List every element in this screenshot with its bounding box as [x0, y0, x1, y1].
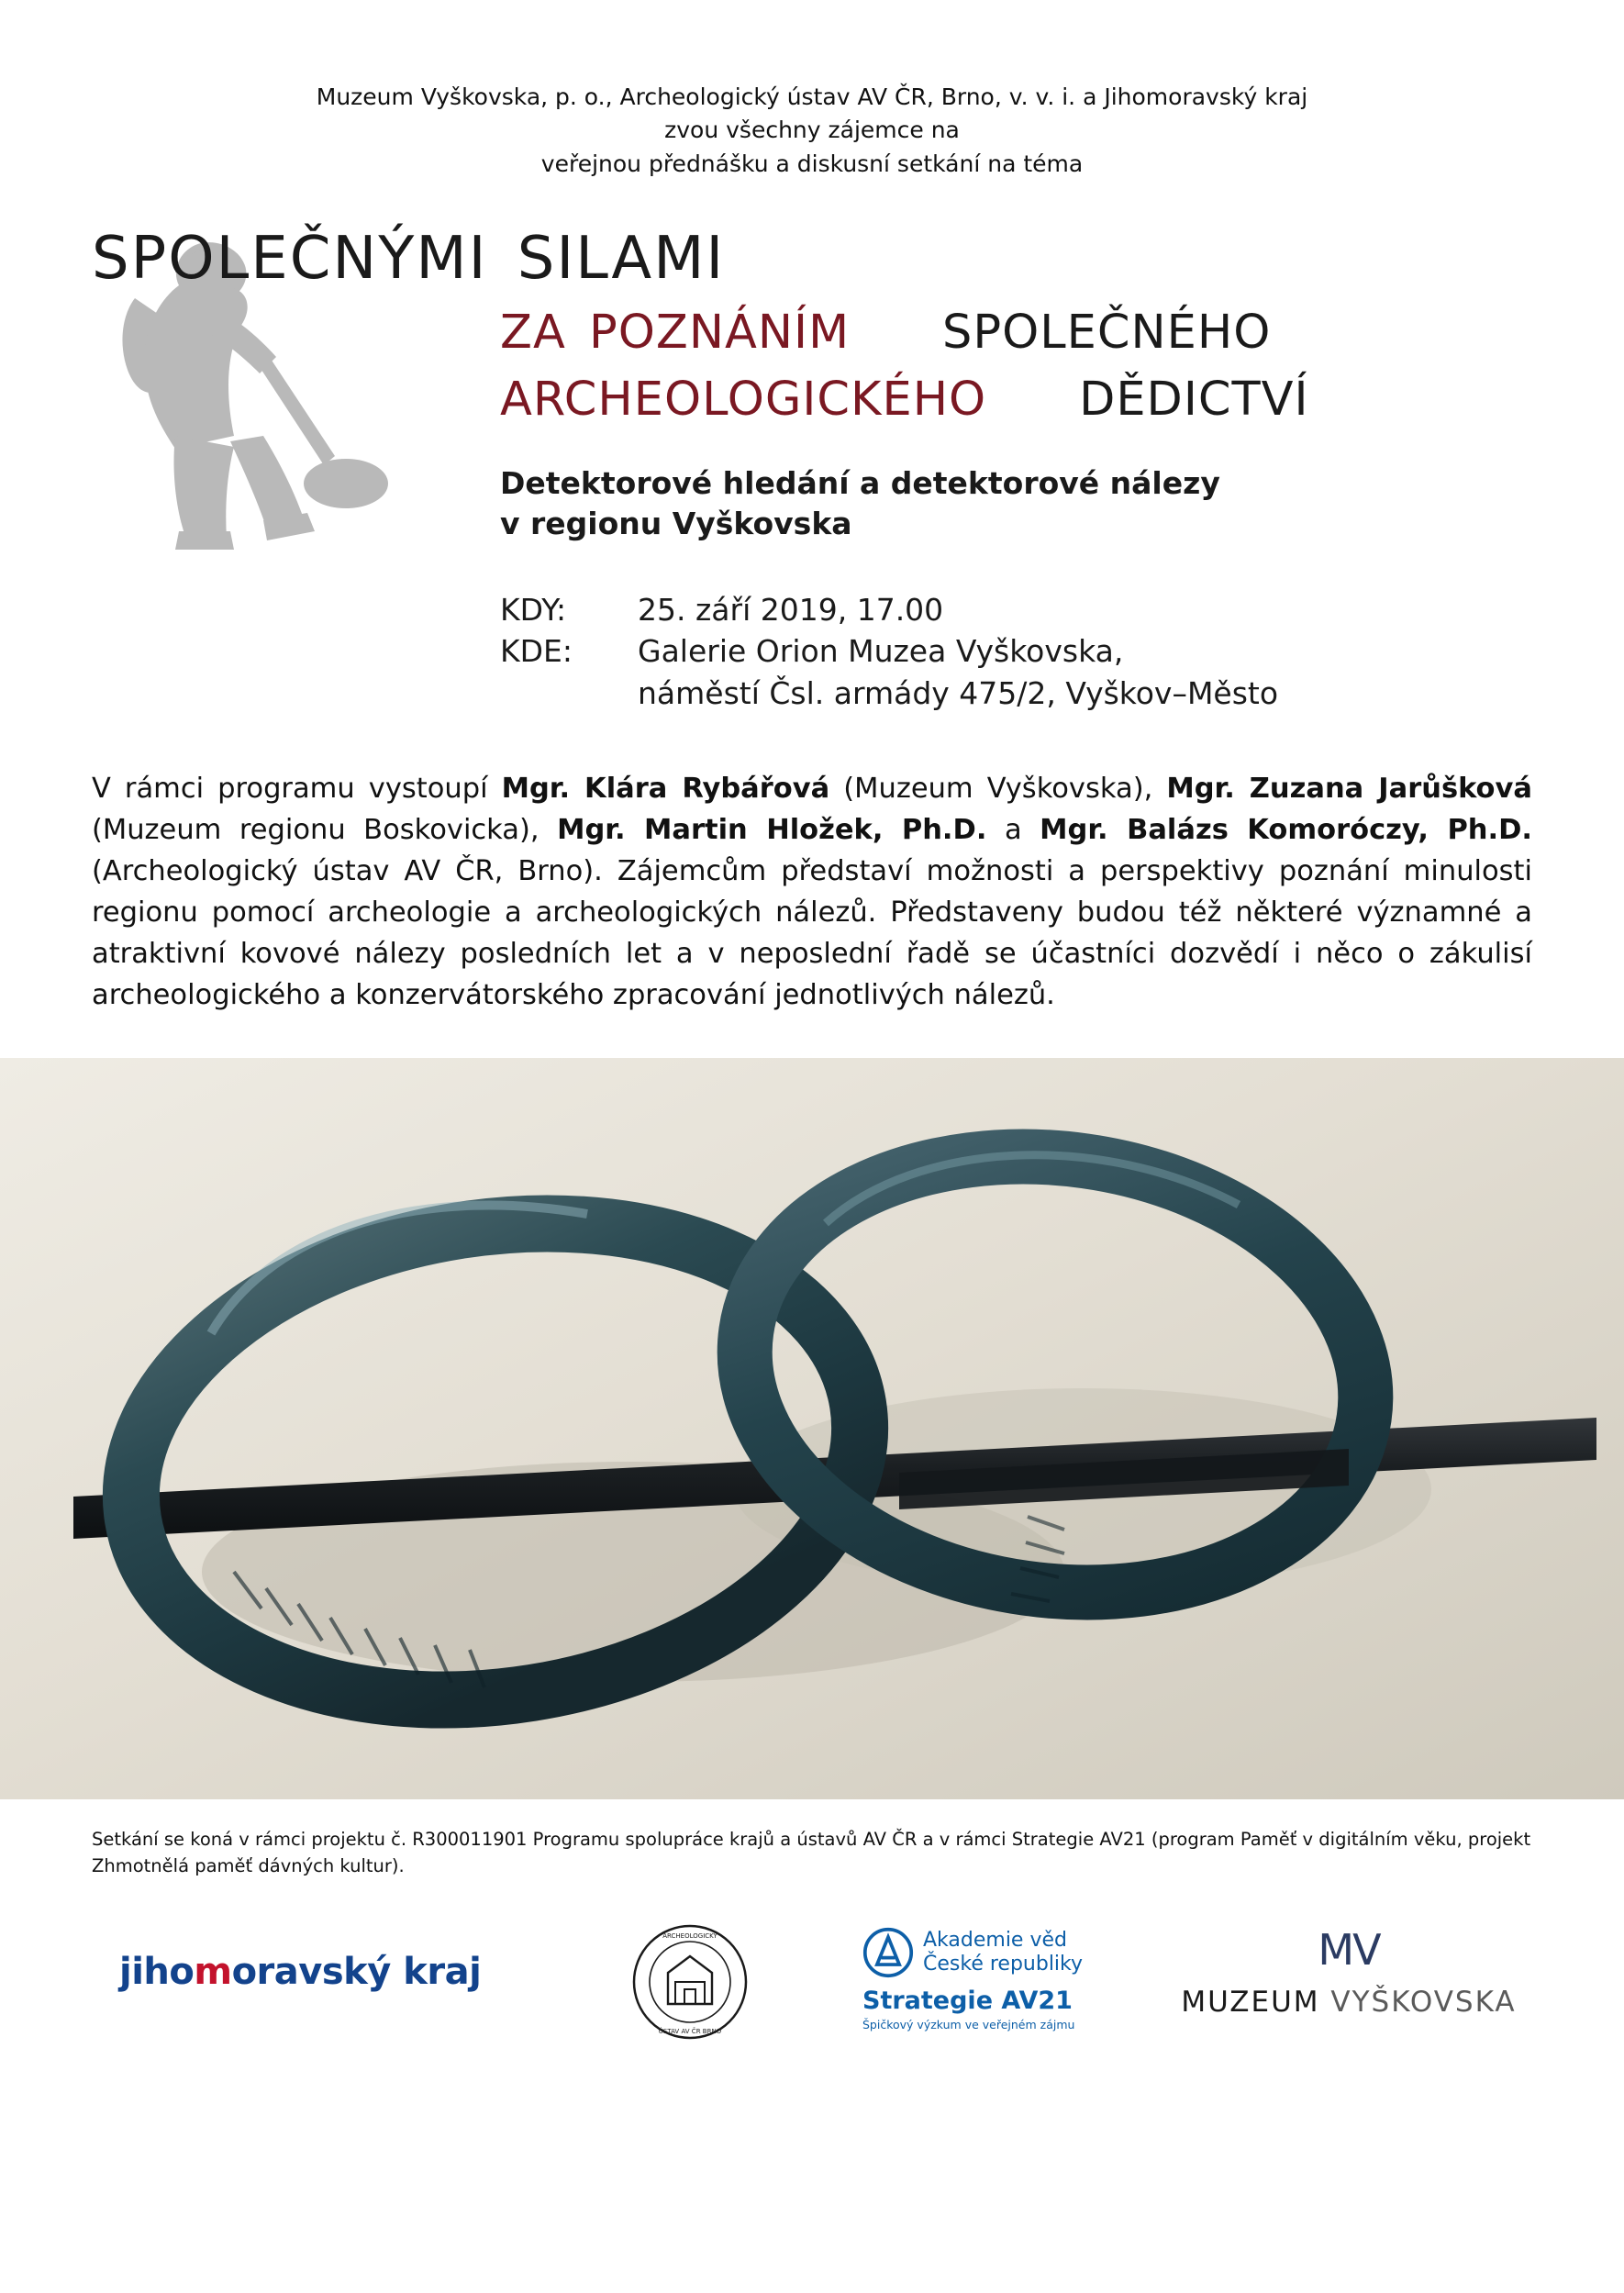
desc-seg-5: (Archeologický ústav AV ČR, Brno). Zájemcům představí možnosti a perspektivy poznání minulosti regionu pomocí archeologie a archeologických nálezů. Představeny budou též některé významné a atraktivní kovové nálezy posledních let a v neposlední řadě se účastníci dozvědí i něco o zákulisí archeologického a konzervátorského zpracování jednotlivých nálezů. — [92, 855, 1532, 1011]
logo-jihomoravsky-kraj — [119, 1951, 481, 1993]
subtitle-block — [500, 463, 1569, 545]
title-line-2 — [500, 306, 1569, 360]
header-line-3: veřejnou přednášku a diskusní setkání na téma — [540, 150, 1084, 177]
subtitle-line-1: Detektorové hledání a detektorové nálezy — [500, 464, 1220, 501]
project-footnote — [92, 1827, 1532, 1879]
event-where-line-2: náměstí Čsl. armády 475/2, Vyškov–Město — [638, 674, 1279, 711]
artifact-photo — [0, 1058, 1624, 1799]
svg-text:ARCHEOLOGICKÝ: ARCHEOLOGICKÝ — [662, 1931, 717, 1940]
desc-seg-1: V rámci programu vystoupí — [92, 773, 502, 806]
jmk-part-3: oravský kraj — [231, 1950, 482, 1993]
speaker-4: Mgr. Balázs Komoróczy, Ph.D. — [1040, 814, 1532, 847]
desc-seg-4: a — [986, 814, 1040, 847]
event-where-line-1: Galerie Orion Muzea Vyškovska, — [638, 633, 1124, 670]
description-paragraph — [92, 769, 1532, 1016]
desc-seg-3: (Muzeum regionu Boskovicka), — [92, 814, 558, 847]
muzeum-word-light: VYŠKOVSKA — [1330, 1985, 1517, 2019]
title-line-3 — [500, 373, 1569, 427]
title-block — [0, 225, 1624, 715]
muzeum-monogram: MV — [1318, 1924, 1380, 1975]
subtitle-line-2: v regionu Vyškovska — [500, 506, 852, 542]
event-details — [500, 589, 1569, 715]
title-line-3-black: DĚDICTVÍ — [1079, 372, 1309, 427]
av-line-1: Akademie věd — [923, 1928, 1067, 1952]
footnote-line-1: Setkání se koná v rámci projektu č. R300011901 Programu spolupráce krajů a ústavů AV ČR a v rámci Strategie AV21 (program Paměť v digitálním — [92, 1829, 1408, 1851]
event-when-value: 25. září 2019, 17.00 — [638, 591, 944, 628]
av-tagline: Špičkový výzkum ve veřejném zájmu — [862, 2017, 1075, 2031]
title-line-1: SPOLEČNÝMI SILAMI — [92, 224, 726, 293]
title-line-2-black: SPOLEČNÉHO — [941, 305, 1272, 360]
event-where-value — [638, 630, 1569, 714]
header-line-2: zvou všechny zájemce na — [664, 117, 960, 144]
logo-strategie-av21 — [862, 1927, 1138, 2044]
header-line-1: Muzeum Vyškovska, p. o., Archeologický ústav AV ČR, Brno, v. v. i. a Jihomoravský kraj — [316, 83, 1308, 110]
muzeum-wordmark — [1165, 1986, 1532, 2019]
muzeum-word-bold: MUZEUM — [1181, 1985, 1320, 2019]
av-strategie-label: Strategie AV21 — [862, 1986, 1073, 2015]
title-line-2-red: ZA POZNÁNÍM — [500, 305, 851, 360]
speaker-1: Mgr. Klára Rybářová — [501, 773, 830, 806]
svg-text:ÚSTAV AV ČR BRNO: ÚSTAV AV ČR BRNO — [658, 2027, 722, 2035]
jmk-part-1: jiho — [119, 1950, 195, 1993]
desc-seg-2: (Muzeum Vyškovska), — [829, 773, 1167, 806]
logo-muzeum-vyskovska — [1165, 1924, 1532, 2019]
footnote-line-2: věku, projekt Zhmotnělá paměť dávných kultur). — [92, 1829, 1531, 1876]
speaker-3: Mgr. Martin Hložek, Ph.D. — [557, 814, 987, 847]
event-when-row — [500, 589, 1569, 631]
jmk-part-2: m — [194, 1950, 232, 1993]
speaker-2: Mgr. Zuzana Jarůšková — [1166, 773, 1532, 806]
event-where-row — [500, 630, 1569, 714]
akademie-ved-icon — [862, 1927, 914, 1978]
logo-row — [92, 1910, 1532, 2048]
av-line-2: České republiky — [923, 1952, 1084, 1976]
poster-header — [0, 0, 1624, 181]
title-line-3-red: ARCHEOLOGICKÉHO — [500, 372, 987, 427]
event-where-label: KDE: — [500, 633, 573, 670]
event-when-label: KDY: — [500, 591, 567, 628]
logo-archeologicky-ustav — [631, 1923, 749, 2041]
